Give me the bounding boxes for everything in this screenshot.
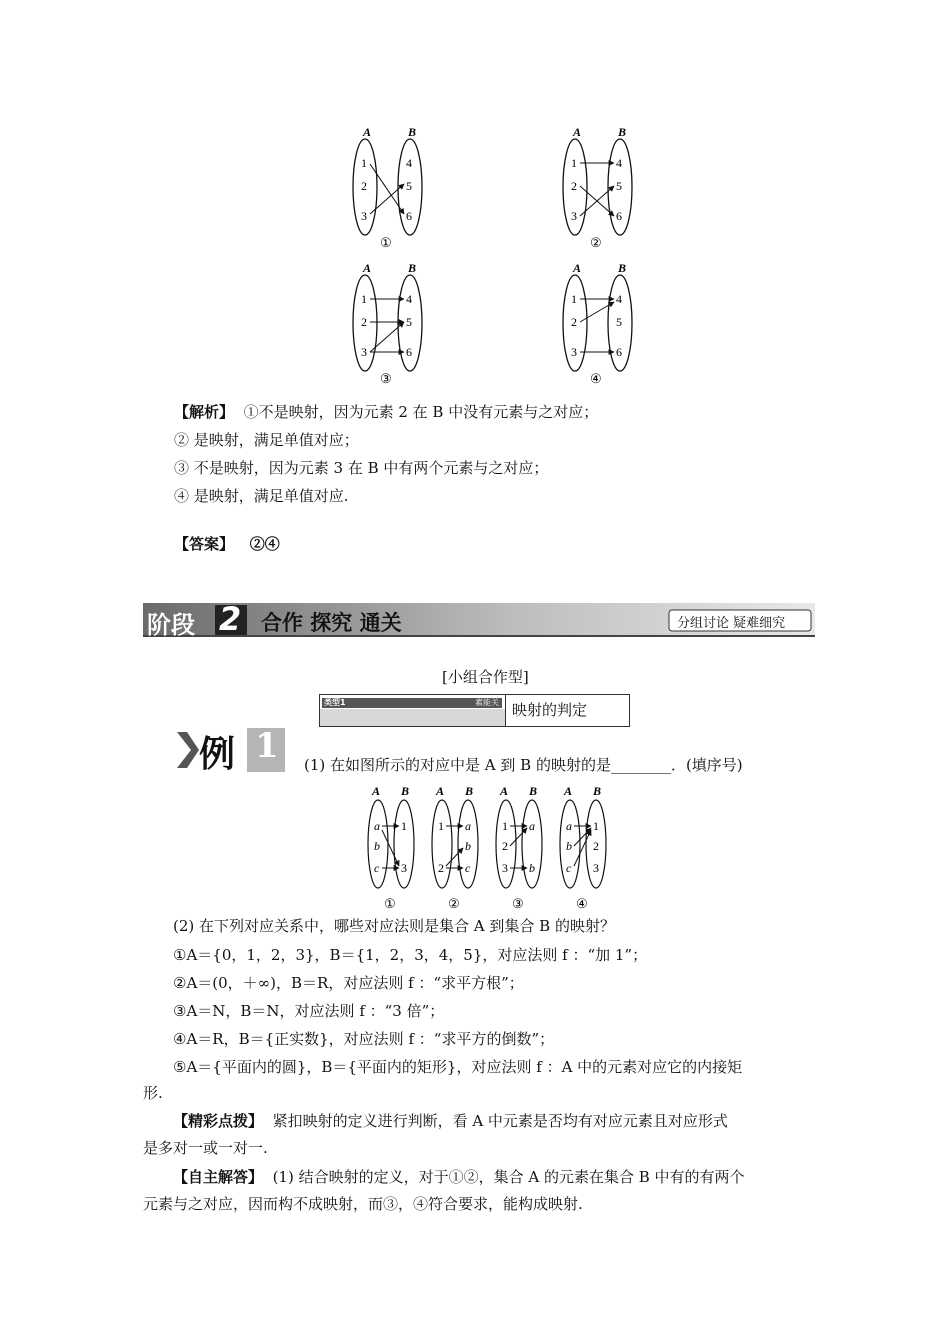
svg-text:5: 5: [616, 179, 622, 193]
svg-text:1: 1: [438, 819, 444, 833]
svg-text:4: 4: [616, 156, 622, 170]
svg-text:2: 2: [571, 315, 577, 329]
svg-text:5: 5: [406, 179, 412, 193]
stage-prefix: 阶段: [147, 611, 195, 639]
svg-text:6: 6: [616, 209, 622, 223]
svg-text:b: b: [566, 839, 572, 853]
svg-text:c: c: [465, 861, 471, 875]
svg-text:B: B: [618, 261, 627, 275]
svg-text:4: 4: [406, 292, 412, 306]
svg-text:1: 1: [571, 292, 577, 306]
stage-title: 合作 探究 通关: [261, 610, 402, 635]
caption-3: ③: [380, 371, 392, 386]
svg-text:B: B: [529, 784, 538, 798]
hint-cont: 是多对一或一对一.: [143, 1139, 268, 1157]
type-tag-2: 素能关: [475, 698, 499, 707]
svg-text:3: 3: [571, 345, 577, 359]
svg-text:3: 3: [361, 345, 367, 359]
svg-text:B: B: [618, 125, 627, 139]
example-diagram-3: [496, 784, 542, 911]
set-a-label: A: [363, 125, 372, 139]
svg-text:B: B: [401, 784, 410, 798]
svg-text:3: 3: [502, 861, 508, 875]
svg-text:B: B: [593, 784, 602, 798]
svg-text:B: B: [408, 261, 417, 275]
item-1: ①A＝{0，1，2，3}，B＝{1，2，3，4，5}，对应法则 f ：“加 1”；: [173, 946, 648, 964]
item-2: ②A＝(0，＋∞)，B＝R，对应法则 f ：“求平方根”；: [173, 974, 524, 992]
question-2: (2) 在下列对应关系中，哪些对应法则是集合 A 到集合 B 的映射？: [173, 917, 615, 935]
example-diagram-1: [368, 784, 414, 911]
item-3: ③A＝N，B＝N，对应法则 f ：“3 倍”；: [173, 1002, 445, 1020]
svg-text:1: 1: [502, 819, 508, 833]
svg-text:c: c: [566, 861, 572, 875]
example-diagram-2: [432, 784, 478, 911]
example-mapping-diagrams: [360, 782, 630, 912]
svg-text:6: 6: [406, 345, 412, 359]
svg-text:1: 1: [401, 819, 407, 833]
svg-text:A: A: [372, 784, 381, 798]
stage-number: 2: [219, 600, 242, 638]
svg-text:A: A: [436, 784, 445, 798]
svg-text:2: 2: [438, 861, 444, 875]
answer-value: ②④: [249, 535, 280, 553]
example-diagram-4: [560, 784, 606, 911]
svg-text:A: A: [573, 125, 582, 139]
top-mapping-diagrams: [340, 122, 640, 394]
svg-text:B: B: [465, 784, 474, 798]
example-number: 1: [255, 726, 279, 766]
analysis-label: 【解析】: [174, 403, 235, 421]
answer-line: [174, 534, 280, 554]
svg-text:1: 1: [361, 292, 367, 306]
caption-1: ①: [380, 235, 392, 250]
caption-4: ④: [590, 371, 602, 386]
answer-label: 【答案】: [174, 535, 235, 553]
diagram-1: [353, 125, 422, 250]
svg-text:1: 1: [593, 819, 599, 833]
svg-text:2: 2: [361, 179, 367, 193]
analysis-line-1: 【解析】 ①不是映射，因为元素 2 在 B 中没有元素与之对应；: [174, 403, 599, 421]
solve-line: 【自主解答】 (1) 结合映射的定义，对于①②，集合 A 的元素在集合 B 中有的有两个: [173, 1168, 745, 1186]
svg-text:4: 4: [616, 292, 622, 306]
item-5: ⑤A＝{平面内的圆}，B＝{平面内的矩形}，对应法则 f ：A 中的元素对应它的内接矩: [173, 1058, 743, 1076]
svg-text:a: a: [465, 819, 471, 833]
svg-text:①: ①: [384, 896, 396, 911]
item-5-cont: 形.: [143, 1084, 163, 1102]
svg-text:1: 1: [571, 156, 577, 170]
set-b-label: B: [408, 125, 417, 139]
svg-text:2: 2: [502, 839, 508, 853]
item-4: ④A＝R，B＝{正实数}，对应法则 f ：“求平方的倒数”；: [173, 1030, 555, 1048]
diagram-4: [563, 261, 632, 386]
svg-text:2: 2: [571, 179, 577, 193]
solve-cont: 元素与之对应，因而构不成映射，而③，④符合要求，能构成映射.: [143, 1195, 583, 1213]
svg-text:3: 3: [361, 209, 367, 223]
svg-text:1: 1: [361, 156, 367, 170]
svg-text:b: b: [529, 861, 535, 875]
svg-text:2: 2: [361, 315, 367, 329]
hint-line: 【精彩点拨】 紧扣映射的定义进行判断，看 A 中元素是否均有对应元素且对应形式: [173, 1112, 728, 1130]
svg-text:③: ③: [512, 896, 524, 911]
stage-banner: [143, 600, 815, 639]
svg-text:A: A: [363, 261, 372, 275]
svg-text:b: b: [374, 839, 380, 853]
svg-text:A: A: [564, 784, 573, 798]
svg-text:A: A: [573, 261, 582, 275]
svg-text:a: a: [529, 819, 535, 833]
stage-tag: 分组讨论 疑难细究: [677, 616, 786, 631]
question-1: (1) 在如图所示的对应中是 A 到 B 的映射的是________．(填序号): [304, 756, 743, 774]
svg-text:④: ④: [576, 896, 588, 911]
svg-text:a: a: [374, 819, 380, 833]
svg-text:3: 3: [571, 209, 577, 223]
svg-text:②: ②: [448, 896, 460, 911]
type-tab: [319, 694, 630, 727]
type-tag: 类型1: [324, 698, 346, 707]
group-type-label: [小组合作型]: [442, 668, 529, 686]
diagram-2: [563, 125, 632, 250]
svg-text:6: 6: [406, 209, 412, 223]
caption-2: ②: [590, 235, 602, 250]
analysis-line-4: ④ 是映射，满足单值对应.: [174, 487, 349, 505]
svg-text:3: 3: [593, 861, 599, 875]
solve-label: 【自主解答】: [173, 1168, 264, 1186]
example-badge: [177, 726, 287, 775]
svg-text:c: c: [374, 861, 380, 875]
svg-text:2: 2: [593, 839, 599, 853]
svg-text:5: 5: [616, 315, 622, 329]
svg-text:3: 3: [401, 861, 407, 875]
hint-label: 【精彩点拨】: [173, 1112, 264, 1130]
svg-text:a: a: [566, 819, 572, 833]
type-title: 映射的判定: [512, 701, 588, 719]
svg-text:b: b: [465, 839, 471, 853]
svg-text:A: A: [500, 784, 509, 798]
svg-text:5: 5: [406, 315, 412, 329]
diagram-3: [353, 261, 422, 386]
analysis-line-3: ③ 不是映射，因为元素 3 在 B 中有两个元素与之对应；: [174, 459, 549, 477]
example-label: 例: [199, 733, 236, 775]
analysis-line-2: ② 是映射，满足单值对应；: [174, 431, 359, 449]
svg-text:6: 6: [616, 345, 622, 359]
svg-text:4: 4: [406, 156, 412, 170]
